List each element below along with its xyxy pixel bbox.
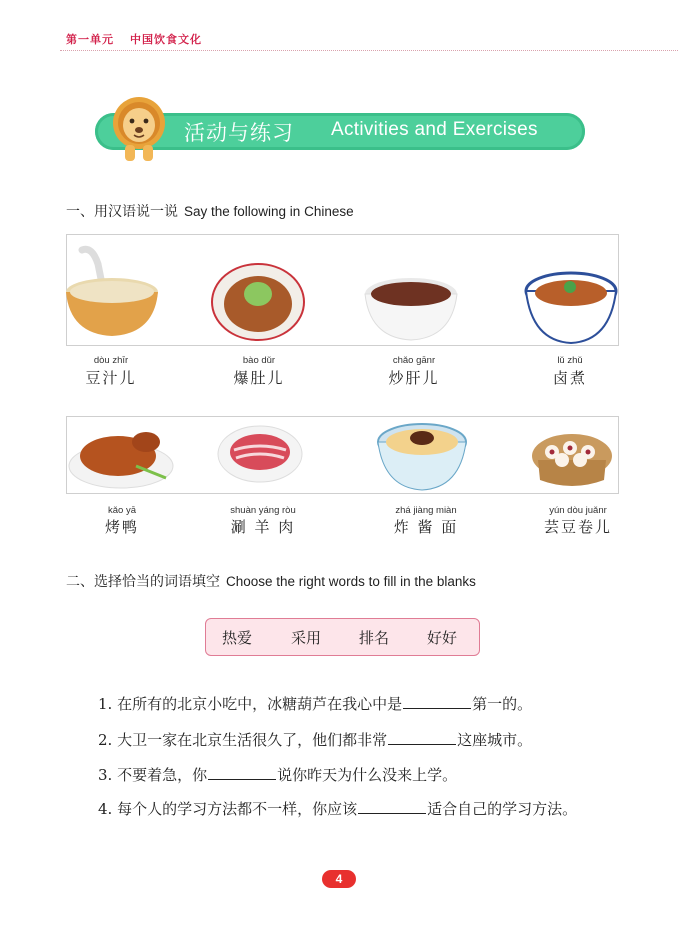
liver-stew-bowl-icon (362, 272, 460, 344)
sentence-text-before: 4. 每个人的学习方法都不一样，你应该 (98, 800, 358, 818)
running-header (66, 31, 202, 47)
food-name: 炒肝儿 (388, 369, 440, 387)
banner-title-cn: 活动与练习 (184, 121, 294, 145)
section2-title-en: Choose the right words to fill in the blanks (226, 574, 476, 589)
section2-title (66, 571, 476, 591)
section1-title-cn: 一、用汉语说一说 (66, 204, 178, 220)
food-name: 烤鸭 (104, 518, 139, 536)
word-bank-item: 热爱 (222, 629, 253, 647)
lion-icon (108, 95, 170, 163)
answer-blank[interactable] (403, 696, 471, 709)
food-pinyin: chǎo gānr (392, 355, 436, 366)
food-pinyin: dòu zhīr (93, 355, 129, 366)
topic-label: 中国饮食文化 (130, 33, 202, 46)
food-name: 涮 羊 肉 (230, 518, 296, 536)
noodle-bowl-icon (376, 418, 468, 492)
sentence-text-after: 这座城市。 (457, 731, 533, 749)
food-name: 爆肚儿 (233, 369, 285, 387)
banner-title-en: Activities and Exercises (331, 119, 538, 140)
soy-milk-bowl-icon (62, 244, 166, 340)
page-number-badge: 4 (322, 870, 356, 888)
word-bank-item: 好好 (427, 629, 458, 647)
unit-label: 第一单元 (66, 33, 114, 46)
fill-blank-sentence-1 (98, 693, 532, 714)
section1-title-en: Say the following in Chinese (184, 204, 354, 219)
sentence-text-before: 2. 大卫一家在北京生活很久了，他们都非常 (98, 731, 388, 749)
section2-title-cn: 二、选择恰当的词语填空 (66, 574, 220, 590)
lamb-slices-icon (216, 422, 304, 486)
food-pinyin: kǎo yā (108, 505, 136, 516)
food-name: 芸豆卷儿 (543, 518, 612, 536)
sentence-text-after: 说你昨天为什么没来上学。 (277, 766, 458, 784)
sentence-text-before: 1. 在所有的北京小吃中，冰糖葫芦在我心中是 (98, 695, 403, 713)
section1-title (66, 201, 354, 221)
sentence-text-before: 3. 不要着急，你 (98, 766, 208, 784)
header-divider (60, 50, 678, 51)
food-name: 炸 酱 面 (393, 518, 459, 536)
food-pinyin: zhá jiàng miàn (395, 505, 457, 516)
fill-blank-sentence-3 (98, 764, 457, 785)
food-name: 豆汁儿 (85, 369, 137, 387)
food-pinyin: yún dòu juǎnr (549, 505, 607, 516)
word-bank-item: 排名 (359, 629, 390, 647)
food-pinyin: shuàn yáng ròu (230, 505, 296, 516)
fill-blank-sentence-2 (98, 729, 532, 750)
food-pinyin: lǔ zhǔ (557, 355, 583, 366)
tripe-plate-icon (210, 262, 306, 342)
answer-blank[interactable] (208, 767, 276, 780)
sentence-text-after: 适合自己的学习方法。 (427, 800, 578, 818)
bean-roll-plate-icon (530, 422, 614, 492)
roast-duck-icon (66, 420, 176, 492)
fill-blank-sentence-4 (98, 798, 577, 819)
braised-stew-bowl-icon (524, 265, 618, 347)
word-bank-item: 采用 (291, 629, 322, 647)
sentence-text-after: 第一的。 (472, 695, 533, 713)
answer-blank[interactable] (388, 732, 456, 745)
answer-blank[interactable] (358, 801, 426, 814)
food-name: 卤煮 (552, 369, 587, 387)
food-pinyin: bào dǔr (242, 355, 276, 366)
